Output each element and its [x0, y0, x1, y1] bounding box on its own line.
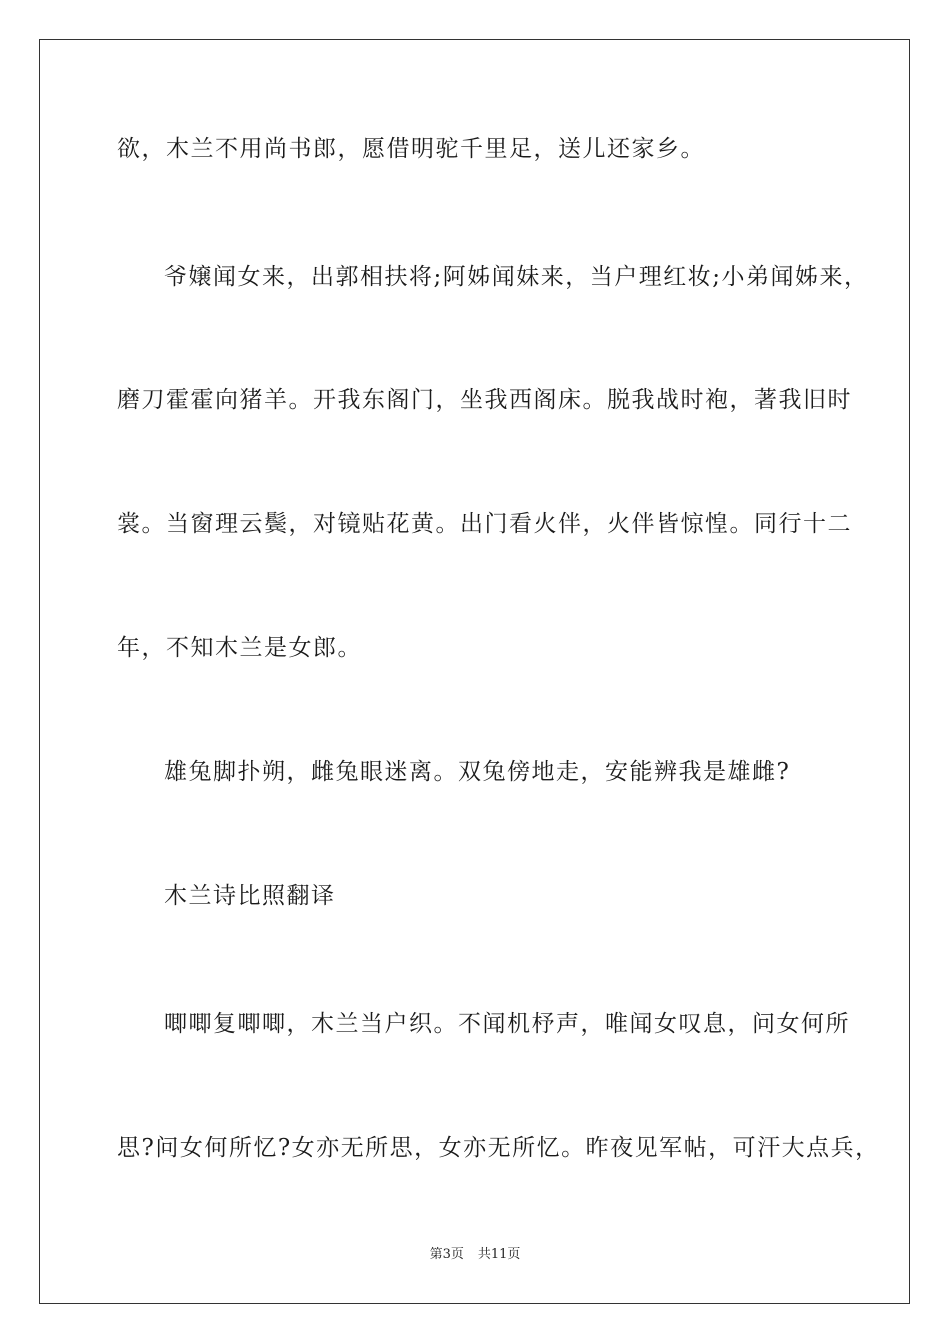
- paragraph-start: 爷嬢闻女来，出郭相扶将;阿姊闻妹来，当户理红妆;小弟闻姊来，: [164, 264, 869, 290]
- page-footer: [0, 1246, 950, 1264]
- page-frame: [39, 39, 910, 1304]
- section-heading: 木兰诗比照翻译: [164, 883, 336, 909]
- text-line: 思?问女何所忆?女亦无所思，女亦无所忆。昨夜见军帖，可汗大点兵，: [117, 1135, 880, 1161]
- paragraph-start: 唧唧复唧唧，木兰当户织。不闻机杼声，唯闻女叹息，问女何所: [164, 1011, 850, 1037]
- text-line: 年，不知木兰是女郎。: [117, 635, 362, 661]
- text-line: 裳。当窗理云鬓，对镜贴花黄。出门看火伴，火伴皆惊惶。同行十二: [117, 511, 852, 537]
- page-total: 共11页: [477, 1247, 521, 1262]
- paragraph-start: 雄兔脚扑朔，雌兔眼迷离。双兔傍地走，安能辨我是雄雌?: [164, 759, 791, 785]
- text-line: 欲，木兰不用尚书郎，愿借明驼千里足，送儿还家乡。: [117, 136, 705, 162]
- text-line: 磨刀霍霍向猪羊。开我东阁门，坐我西阁床。脱我战时袍，著我旧时: [117, 387, 852, 413]
- page-number: 第3页: [429, 1247, 464, 1262]
